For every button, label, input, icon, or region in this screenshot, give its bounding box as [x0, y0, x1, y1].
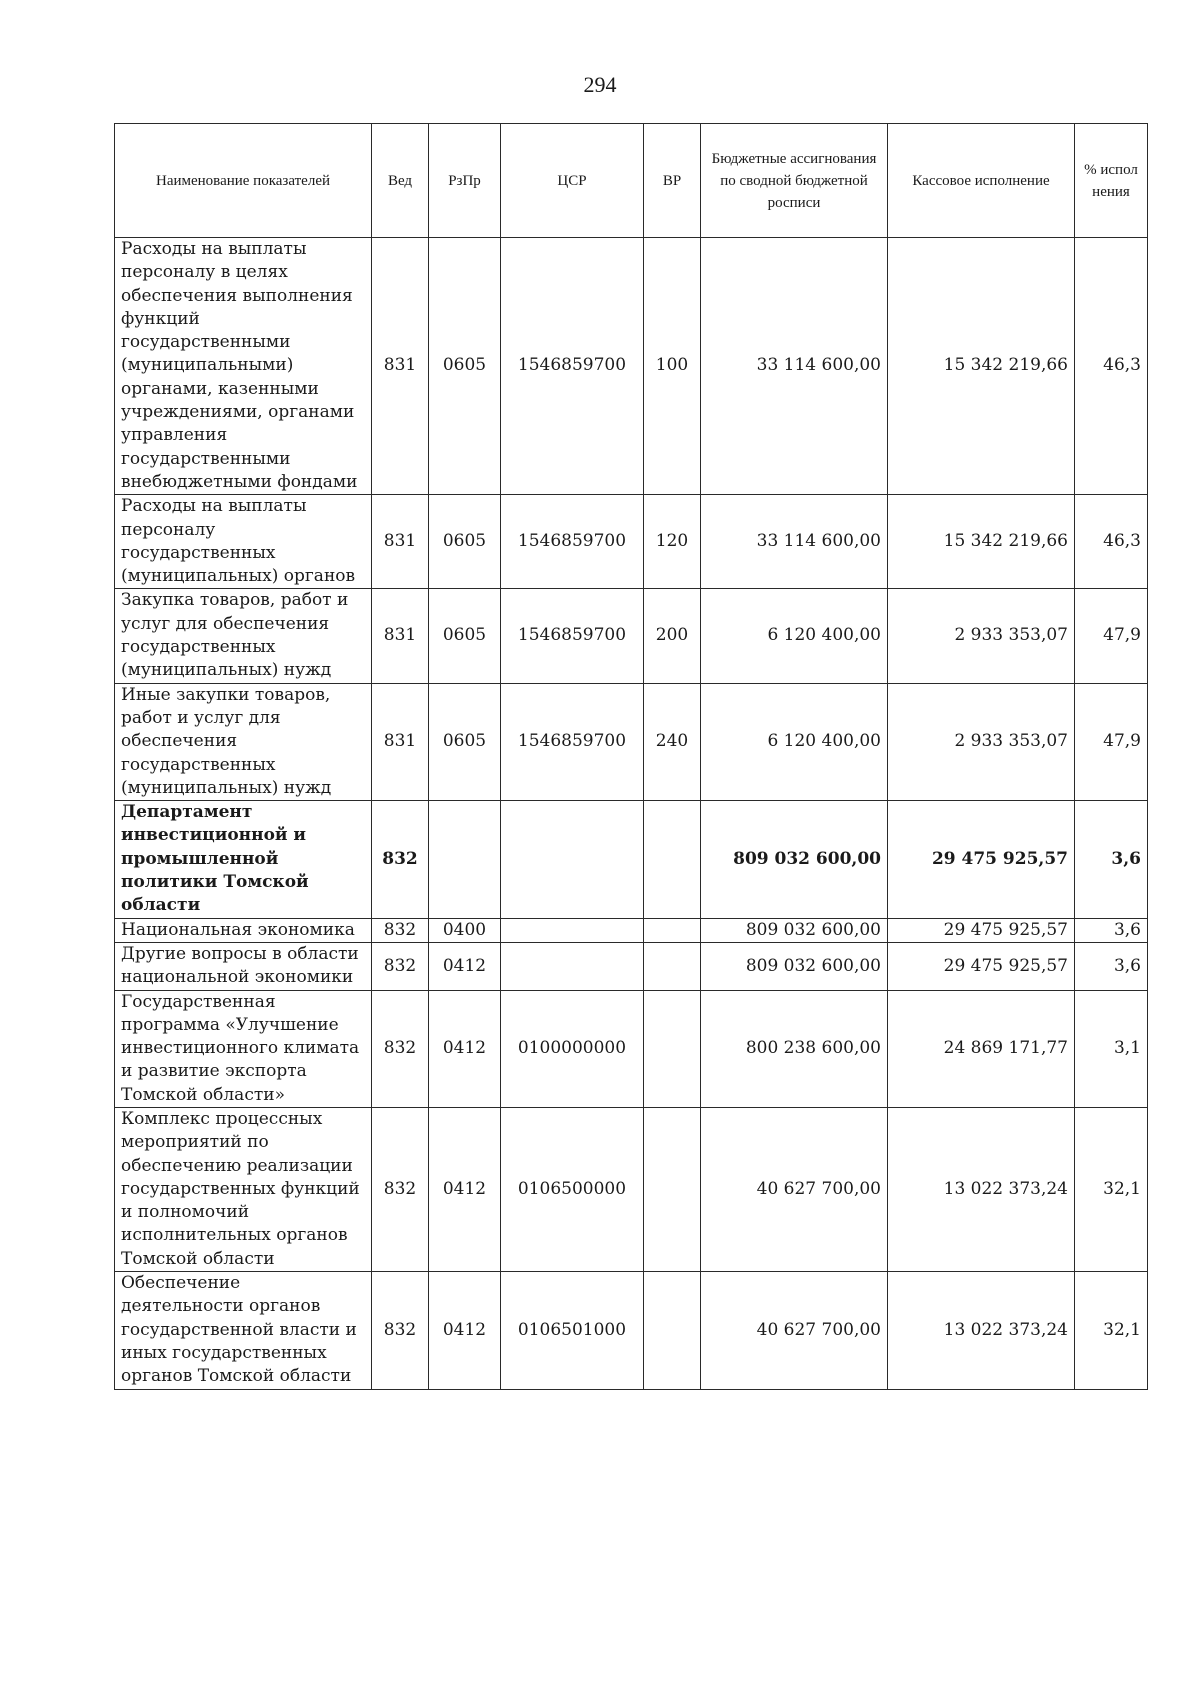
cell-budget: 809 032 600,00	[701, 942, 888, 990]
cell-rzpr: 0605	[429, 683, 501, 800]
table-row	[115, 801, 1148, 918]
cell-vr	[644, 1272, 701, 1389]
cell-csr: 0100000000	[501, 990, 644, 1107]
budget-execution-table	[114, 123, 1148, 1390]
cell-executed: 13 022 373,24	[888, 1272, 1075, 1389]
cell-executed: 15 342 219,66	[888, 238, 1075, 495]
table-body	[115, 238, 1148, 1390]
cell-percent: 46,3	[1075, 495, 1148, 589]
cell-vr: 100	[644, 238, 701, 495]
cell-executed: 2 933 353,07	[888, 589, 1075, 683]
cell-name: Обеспечение деятельности органов государственной власти и иных государственных органов Томской области	[115, 1272, 372, 1389]
cell-percent: 3,6	[1075, 942, 1148, 990]
cell-rzpr: 0400	[429, 918, 501, 942]
cell-vr	[644, 918, 701, 942]
table-row	[115, 990, 1148, 1107]
cell-ved: 832	[372, 1107, 429, 1271]
table-row	[115, 942, 1148, 990]
header-name: Наименование показателей	[115, 124, 372, 238]
cell-csr: 1546859700	[501, 495, 644, 589]
cell-name: Другие вопросы в области национальной экономики	[115, 942, 372, 990]
header-csr: ЦСР	[501, 124, 644, 238]
cell-rzpr: 0412	[429, 1107, 501, 1271]
page-number: 294	[583, 72, 617, 97]
cell-executed: 29 475 925,57	[888, 942, 1075, 990]
cell-ved: 831	[372, 238, 429, 495]
cell-vr: 240	[644, 683, 701, 800]
table-row	[115, 238, 1148, 495]
cell-csr: 1546859700	[501, 589, 644, 683]
cell-ved: 832	[372, 1272, 429, 1389]
cell-budget: 809 032 600,00	[701, 918, 888, 942]
cell-budget: 33 114 600,00	[701, 238, 888, 495]
cell-executed: 29 475 925,57	[888, 918, 1075, 942]
cell-ved: 832	[372, 918, 429, 942]
cell-vr	[644, 1107, 701, 1271]
cell-name: Департамент инвестиционной и промышленной политики Томской области	[115, 801, 372, 918]
cell-ved: 832	[372, 990, 429, 1107]
cell-ved: 831	[372, 589, 429, 683]
cell-rzpr	[429, 801, 501, 918]
header-vr: ВР	[644, 124, 701, 238]
header-rzpr: РзПр	[429, 124, 501, 238]
cell-rzpr: 0605	[429, 589, 501, 683]
table-row	[115, 918, 1148, 942]
cell-vr	[644, 801, 701, 918]
cell-percent: 47,9	[1075, 589, 1148, 683]
cell-rzpr: 0605	[429, 238, 501, 495]
cell-percent: 3,6	[1075, 918, 1148, 942]
cell-name: Закупка товаров, работ и услуг для обеспечения государственных (муниципальных) нужд	[115, 589, 372, 683]
cell-budget: 800 238 600,00	[701, 990, 888, 1107]
header-percent: % испол нения	[1075, 124, 1148, 238]
table-row	[115, 1107, 1148, 1271]
cell-percent: 46,3	[1075, 238, 1148, 495]
cell-csr: 0106500000	[501, 1107, 644, 1271]
cell-csr: 1546859700	[501, 238, 644, 495]
cell-budget: 33 114 600,00	[701, 495, 888, 589]
cell-ved: 831	[372, 495, 429, 589]
cell-name: Комплекс процессных мероприятий по обеспечению реализации государственных функций и полномочий исполнительных органов Томской области	[115, 1107, 372, 1271]
cell-name: Расходы на выплаты персоналу государственных (муниципальных) органов	[115, 495, 372, 589]
cell-percent: 3,1	[1075, 990, 1148, 1107]
table-row	[115, 683, 1148, 800]
cell-csr	[501, 918, 644, 942]
cell-ved: 832	[372, 942, 429, 990]
cell-csr: 1546859700	[501, 683, 644, 800]
cell-percent: 3,6	[1075, 801, 1148, 918]
table-row	[115, 589, 1148, 683]
cell-csr: 0106501000	[501, 1272, 644, 1389]
cell-csr	[501, 801, 644, 918]
cell-budget: 6 120 400,00	[701, 683, 888, 800]
cell-ved: 832	[372, 801, 429, 918]
cell-budget: 809 032 600,00	[701, 801, 888, 918]
cell-vr: 200	[644, 589, 701, 683]
cell-ved: 831	[372, 683, 429, 800]
cell-rzpr: 0412	[429, 1272, 501, 1389]
table-row	[115, 1272, 1148, 1389]
header-budget: Бюджетные ассигнования по сводной бюджетной росписи	[701, 124, 888, 238]
table-row	[115, 495, 1148, 589]
cell-rzpr: 0605	[429, 495, 501, 589]
cell-name: Государственная программа «Улучшение инвестиционного климата и развитие экспорта Томской области»	[115, 990, 372, 1107]
cell-vr	[644, 942, 701, 990]
cell-executed: 24 869 171,77	[888, 990, 1075, 1107]
cell-csr	[501, 942, 644, 990]
cell-vr	[644, 990, 701, 1107]
cell-executed: 29 475 925,57	[888, 801, 1075, 918]
cell-executed: 2 933 353,07	[888, 683, 1075, 800]
table-header-row	[115, 124, 1148, 238]
cell-percent: 32,1	[1075, 1107, 1148, 1271]
header-ved: Вед	[372, 124, 429, 238]
cell-name: Иные закупки товаров, работ и услуг для обеспечения государственных (муниципальных) нужд	[115, 683, 372, 800]
cell-executed: 13 022 373,24	[888, 1107, 1075, 1271]
cell-percent: 32,1	[1075, 1272, 1148, 1389]
header-executed: Кассовое исполнение	[888, 124, 1075, 238]
cell-name: Расходы на выплаты персоналу в целях обеспечения выполнения функций государственными (муниципальными) органами, казенными учреждениями, органами управления государственными внебюджетными фондами	[115, 238, 372, 495]
cell-executed: 15 342 219,66	[888, 495, 1075, 589]
cell-name: Национальная экономика	[115, 918, 372, 942]
cell-rzpr: 0412	[429, 990, 501, 1107]
cell-rzpr: 0412	[429, 942, 501, 990]
cell-budget: 40 627 700,00	[701, 1107, 888, 1271]
cell-budget: 40 627 700,00	[701, 1272, 888, 1389]
cell-vr: 120	[644, 495, 701, 589]
cell-budget: 6 120 400,00	[701, 589, 888, 683]
cell-percent: 47,9	[1075, 683, 1148, 800]
